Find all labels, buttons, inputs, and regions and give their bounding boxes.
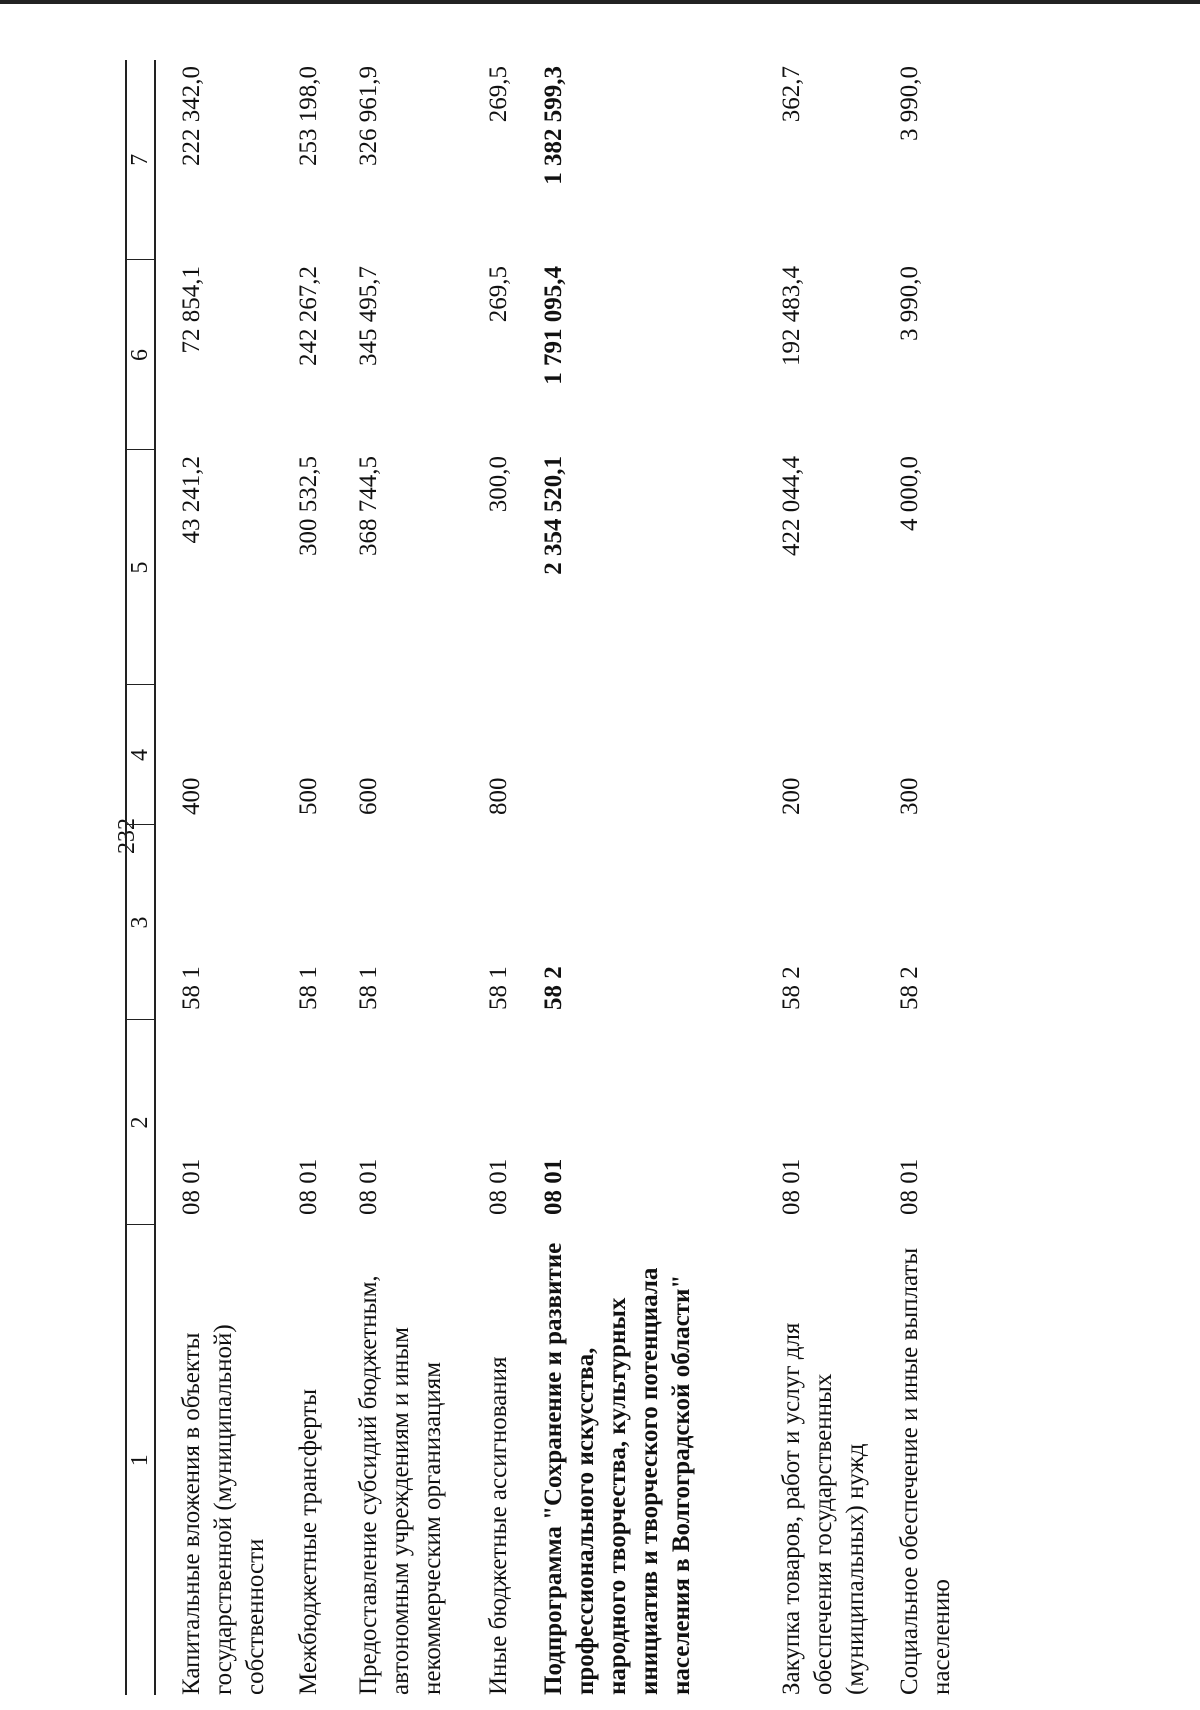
row-value-col6: 269,5 xyxy=(485,266,512,323)
header-col-3: 3 xyxy=(126,825,155,1020)
row-program: 58 1 xyxy=(178,966,205,1010)
row-program: 58 1 xyxy=(485,966,512,1010)
row-value-col6: 1 791 095,4 xyxy=(540,266,567,385)
row-name: Социальное обеспечение и иные выплаты населению xyxy=(896,1247,955,1695)
row-section: 08 01 xyxy=(540,1158,567,1215)
rotated-table-container xyxy=(125,60,1085,1695)
row-name: Предоставление субсидий бюджетным, автономным учреждениям и иным некоммерческим организациям xyxy=(355,1275,446,1695)
row-name: Межбюджетные трансферты xyxy=(295,1388,322,1695)
row-value-col5: 2 354 520,1 xyxy=(540,456,567,575)
row-name: Капитальные вложения в объекты государственной (муниципальной) собственности xyxy=(178,1324,269,1695)
row-value-col7: 3 990,0 xyxy=(896,66,923,141)
row-value-col7: 1 382 599,3 xyxy=(540,66,567,185)
row-program: 58 2 xyxy=(778,966,805,1010)
table-row xyxy=(776,60,894,1695)
row-type xyxy=(538,685,776,825)
header-col-5: 5 xyxy=(126,450,155,685)
row-value-col6: 3 990,0 xyxy=(896,266,923,341)
row-value-col7: 326 961,9 xyxy=(355,66,382,166)
header-row xyxy=(126,60,155,1695)
row-value-col5: 422 044,4 xyxy=(778,456,805,556)
row-name: Закупка товаров, работ и услуг для обеспечения государственных (муниципальных) нужд xyxy=(778,1322,869,1695)
row-type: 400 xyxy=(178,777,205,815)
row-value-col5: 4 000,0 xyxy=(896,456,923,531)
row-value-col6: 72 854,1 xyxy=(178,266,205,354)
row-section: 08 01 xyxy=(355,1158,382,1215)
header-col-6: 6 xyxy=(126,260,155,450)
row-value-col7: 362,7 xyxy=(778,66,805,123)
row-value-col6: 345 495,7 xyxy=(355,266,382,366)
row-value-col5: 300 532,5 xyxy=(295,456,322,556)
table-row xyxy=(483,60,538,1695)
budget-table xyxy=(125,60,984,1695)
table-rotation-wrapper xyxy=(125,60,1200,1695)
row-section: 08 01 xyxy=(178,1158,205,1215)
table-row xyxy=(293,60,353,1695)
row-value-col6: 242 267,2 xyxy=(295,266,322,366)
row-program: 58 1 xyxy=(355,966,382,1010)
table-row-subprogram xyxy=(538,60,776,1695)
row-value-col5: 300,0 xyxy=(485,456,512,513)
row-value-col6: 192 483,4 xyxy=(778,266,805,366)
row-section: 08 01 xyxy=(896,1158,923,1215)
header-col-1: 1 xyxy=(126,1225,155,1695)
row-value-col7: 222 342,0 xyxy=(178,66,205,166)
scan-edge xyxy=(0,0,1200,4)
row-type: 200 xyxy=(778,777,805,815)
header-col-2: 2 xyxy=(126,1020,155,1225)
row-type: 500 xyxy=(295,777,322,815)
header-col-7: 7 xyxy=(126,60,155,260)
table-row xyxy=(353,60,483,1695)
row-type: 300 xyxy=(896,777,923,815)
row-section: 08 01 xyxy=(295,1158,322,1215)
row-name: Иные бюджетные ассигнования xyxy=(485,1356,512,1695)
table-row xyxy=(155,60,293,1695)
page-number: 232 xyxy=(114,818,140,854)
row-type: 600 xyxy=(355,777,382,815)
row-value-col5: 43 241,2 xyxy=(178,456,205,544)
row-value-col7: 253 198,0 xyxy=(295,66,322,166)
row-type: 800 xyxy=(485,777,512,815)
row-program: 58 2 xyxy=(540,966,567,1010)
row-name: Подпрограмма "Сохранение и развитие профессионального искусства, народного творчества, культурных инициатив и творческого потенциала населения в Волгоградской области" xyxy=(540,1242,695,1695)
row-value-col7: 269,5 xyxy=(485,66,512,123)
row-program: 58 1 xyxy=(295,966,322,1010)
row-value-col5: 368 744,5 xyxy=(355,456,382,556)
row-section: 08 01 xyxy=(778,1158,805,1215)
row-program: 58 2 xyxy=(896,966,923,1010)
row-section: 08 01 xyxy=(485,1158,512,1215)
table-row xyxy=(894,60,984,1695)
header-col-4: 4 xyxy=(126,685,155,825)
